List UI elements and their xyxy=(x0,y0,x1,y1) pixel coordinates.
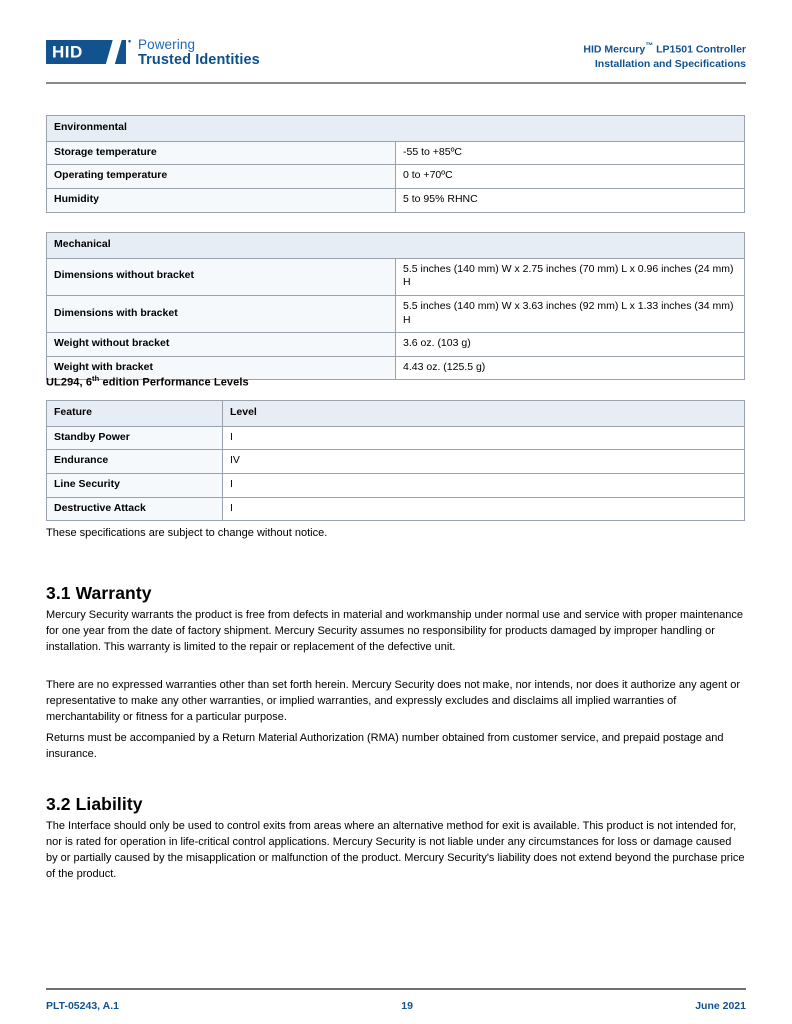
warranty-paragraph-2: There are no expressed warranties other than set forth herein. Mercury Security does not make, nor intends, nor does it authorize any agent or representative to make any other warranties, or implied warranties, and expressly excludes and disclaims all implied warranties of merchantability or fitness for a particular purpose. xyxy=(46,679,740,724)
warranty-paragraph-1: Mercury Security warrants the product is free from defects in material and workmanship under normal use and service with proper maintenance for one year from the date of factory shipment. Mercury Security assumes no responsibility for products damaged by improper handling or installation. This warranty is limited to the repair or replacement of the defective unit. xyxy=(46,609,743,654)
ul294-subheading-pre: UL294, 6 xyxy=(46,376,93,389)
table-row xyxy=(47,165,745,189)
environmental-table-title: Environmental xyxy=(47,116,745,142)
footer-date: June 2021 xyxy=(695,1000,746,1012)
spec-label: Dimensions with bracket xyxy=(47,295,396,332)
table-header-row xyxy=(47,233,745,259)
table-row xyxy=(47,333,745,357)
trademark-icon: ™ xyxy=(645,41,654,50)
section-heading-liability: 3.2 Liability xyxy=(46,793,143,814)
section-heading-warranty: 3.1 Warranty xyxy=(46,582,152,603)
hid-logo xyxy=(46,36,132,64)
feature-label: Standby Power xyxy=(47,426,223,450)
tagline-line-1: Powering xyxy=(138,37,196,52)
level-value: I xyxy=(223,473,745,497)
brand-tagline xyxy=(138,36,260,68)
specifications-note: These specifications are subject to change without notice. xyxy=(46,527,328,539)
spec-label: Dimensions without bracket xyxy=(47,258,396,295)
table-row xyxy=(47,141,745,165)
page-header xyxy=(46,36,746,80)
header-divider xyxy=(46,82,746,84)
document-title-line-2: Installation and Specifications xyxy=(594,57,746,70)
document-title-model: LP1501 Controller xyxy=(653,43,746,56)
tagline-line-2: Trusted Identities xyxy=(138,52,260,69)
table-row xyxy=(47,295,745,332)
feature-label: Line Security xyxy=(47,473,223,497)
table-row xyxy=(47,450,745,474)
ul294-performance-levels-table xyxy=(46,400,745,521)
registered-mark-icon: • xyxy=(128,36,132,46)
mechanical-specs-table xyxy=(46,232,745,380)
ul294-subheading xyxy=(46,374,249,389)
document-title-product: HID Mercury xyxy=(583,43,646,56)
spec-label: Operating temperature xyxy=(47,165,396,189)
page-footer xyxy=(46,1000,746,1012)
level-value: I xyxy=(223,426,745,450)
hid-logo-slash-icon xyxy=(104,40,123,64)
warranty-paragraph-3: Returns must be accompanied by a Return Material Authorization (RMA) number obtained from customer service, and prepaid postage and insurance. xyxy=(46,732,724,761)
level-value: I xyxy=(223,497,745,521)
environmental-specs-table xyxy=(46,115,745,213)
footer-divider xyxy=(46,988,746,990)
mechanical-table-title: Mechanical xyxy=(47,233,745,259)
spec-value: 4.43 oz. (125.5 g) xyxy=(396,356,745,380)
table-row xyxy=(47,258,745,295)
ul294-subheading-ordinal: th xyxy=(92,374,100,383)
hid-logo-box xyxy=(46,40,126,64)
spec-value: -55 to +85ºC xyxy=(396,141,745,165)
level-value: IV xyxy=(223,450,745,474)
spec-value: 5.5 inches (140 mm) W x 2.75 inches (70 mm) L x 0.96 inches (24 mm) H xyxy=(396,258,745,295)
spec-value: 3.6 oz. (103 g) xyxy=(396,333,745,357)
table-header-row xyxy=(47,116,745,142)
hid-brand-lockup xyxy=(46,36,260,68)
table-row xyxy=(47,497,745,521)
spec-value: 0 to +70ºC xyxy=(396,165,745,189)
table-row xyxy=(47,473,745,497)
document-title-header xyxy=(583,36,746,71)
spec-value: 5.5 inches (140 mm) W x 3.63 inches (92 mm) L x 1.33 inches (34 mm) H xyxy=(396,295,745,332)
feature-label: Destructive Attack xyxy=(47,497,223,521)
column-header-level: Level xyxy=(223,401,745,427)
table-row xyxy=(47,188,745,212)
table-row xyxy=(47,426,745,450)
ul294-subheading-post: edition Performance Levels xyxy=(99,376,249,389)
feature-label: Endurance xyxy=(47,450,223,474)
hid-logo-wordmark: HID xyxy=(52,42,83,62)
table-header-row xyxy=(47,401,745,427)
spec-label: Storage temperature xyxy=(47,141,396,165)
column-header-feature: Feature xyxy=(47,401,223,427)
spec-label: Humidity xyxy=(47,188,396,212)
spec-label: Weight with bracket xyxy=(47,356,396,380)
footer-page-number: 19 xyxy=(401,1000,413,1012)
document-title-line-1 xyxy=(583,40,746,57)
liability-paragraph-1: The Interface should only be used to control exits from areas where an alternative method for exit is available. This product is not intended for, nor is rated for operation in life-critical control applications. Mercury Security is not liable under any circumstances for loss or damage caused by or partially caused by the misapplication or malfunction of the product. Mercury Security's liability does not extend beyond the purchase price of the product. xyxy=(46,820,745,881)
spec-label: Weight without bracket xyxy=(47,333,396,357)
spec-value: 5 to 95% RHNC xyxy=(396,188,745,212)
footer-document-id: PLT-05243, A.1 xyxy=(46,1000,119,1012)
